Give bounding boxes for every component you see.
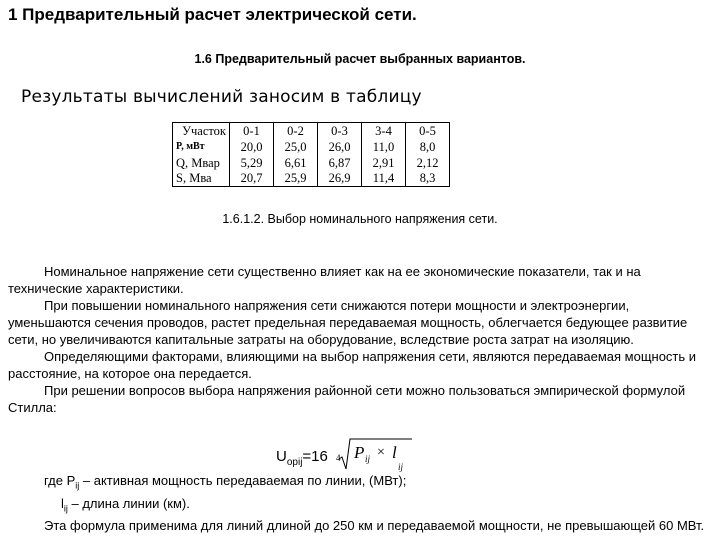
table-cell: 6,87 xyxy=(318,155,362,171)
paragraph: При повышении номинального напряжения сети снижаются потери мощности и электроэнергии, уменьшаются сечения проводов, растет предельная передаваемая мощность, облегчается бедующее развитие сети, но увеличиваются капитальные затраты на оборудование, вследствие роста затрат на изоляцию. xyxy=(8,298,688,347)
svg-text:×: × xyxy=(377,445,385,460)
svg-text:ij: ij xyxy=(398,462,404,472)
intro-text: Результаты вычислений заносим в таблицу xyxy=(21,87,422,107)
table-cell: 25,0 xyxy=(274,139,318,155)
svg-text:4: 4 xyxy=(336,453,341,463)
table-header-cell: 0-2 xyxy=(274,123,318,139)
table-cell: 26,0 xyxy=(318,139,362,155)
row-label: S, Мва xyxy=(173,171,230,187)
legend-line-length: $l_{ij}$ – длина линии (км). xyxy=(61,495,190,514)
paragraph: Номинальное напряжение сети существенно влияет как на ее экономические показатели, так и на технические характеристики. xyxy=(8,264,641,296)
row-label: P, мВт xyxy=(173,139,230,155)
table-header-cell: 0-3 xyxy=(318,123,362,139)
section-title: 1.6.1.2. Выбор номинального напряжения сети. xyxy=(222,212,498,226)
formula-legend xyxy=(8,472,714,534)
subheading: 1.6 Предварительный расчет выбранных вариантов. xyxy=(194,52,526,66)
page-heading: 1 Предварительный расчет электрической сети. xyxy=(8,5,417,24)
body-text xyxy=(8,263,714,416)
table-header-cell: 0-5 xyxy=(406,123,450,139)
table-cell: 25,9 xyxy=(274,171,318,187)
table-cell: 26,9 xyxy=(318,171,362,187)
table-header-cell: 3-4 xyxy=(362,123,406,139)
table-cell: 2,91 xyxy=(362,155,406,171)
table-cell: 6,61 xyxy=(274,155,318,171)
results-table xyxy=(172,122,450,187)
row-label: Q, Мвар xyxy=(173,155,230,171)
table-cell: 5,29 xyxy=(230,155,274,171)
fourth-root-sign xyxy=(336,437,412,473)
table-header-cell: Участок xyxy=(173,123,230,139)
paragraph: Определяющими факторами, влияющими на выбор напряжения сети, являются передаваемая мощность и расстояние, на которое она передается. xyxy=(8,349,697,381)
table-row xyxy=(173,155,450,171)
svg-text:l: l xyxy=(392,443,397,462)
table-cell: 20,7 xyxy=(230,171,274,187)
formula-lhs: $U_{opij}=16$ xyxy=(276,448,328,468)
table-cell: 8,0 xyxy=(406,139,450,155)
legend-line-power: где $P_{ij}$ – активная мощность передаваемая по линии, (МВт); xyxy=(44,473,407,491)
svg-text:P: P xyxy=(354,443,365,462)
table-row xyxy=(173,171,450,187)
table-cell: 11,4 xyxy=(362,171,406,187)
paragraph: При решении вопросов выбора напряжения районной сети можно пользоваться эмпирической формулой Стилла: xyxy=(8,383,686,415)
table-cell: 8,3 xyxy=(406,171,450,187)
table-row xyxy=(173,139,450,155)
table-header-row xyxy=(173,123,450,139)
table-cell: 11,0 xyxy=(362,139,406,155)
svg-text:ij: ij xyxy=(365,454,371,464)
table-cell: 2,12 xyxy=(406,155,450,171)
legend-line-applicability: Эта формула применима для линий длиной до 250 км и передаваемой мощности, не превышающей 60 МВт. xyxy=(44,518,705,534)
table-header-cell: 0-1 xyxy=(230,123,274,139)
table-cell: 20,0 xyxy=(230,139,274,155)
